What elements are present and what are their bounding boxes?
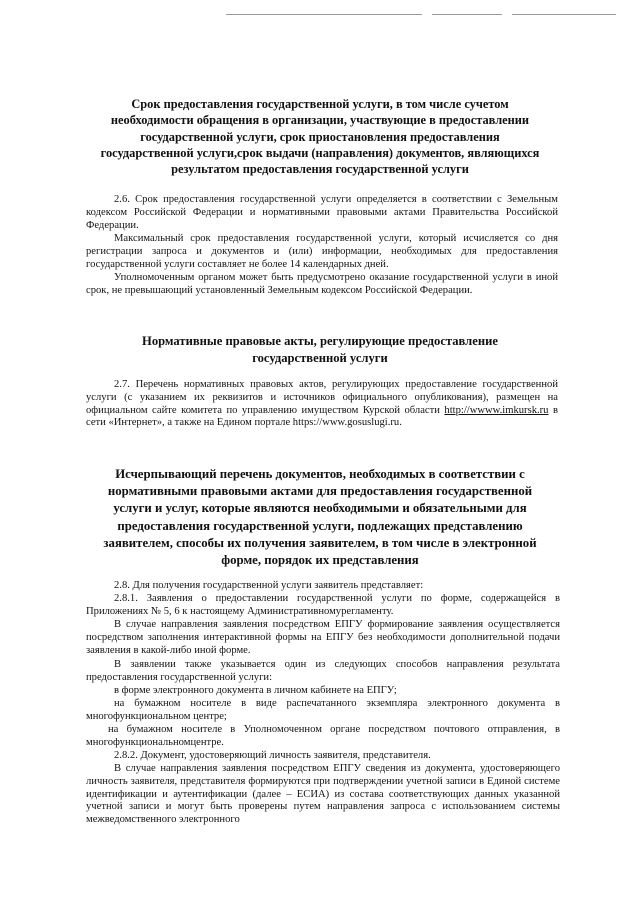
imkursk-link[interactable]: http://wwww.imkursk.ru (444, 404, 549, 416)
paragraph-result-method: В заявлении также указывается один из следующих способов направления результата предоставления государственной услуги: (86, 659, 560, 683)
paragraph-2-7 (86, 379, 558, 430)
paragraph-2-7-tail: в сети «Интернет», а также на Едином портале https://www.gosuslugi.ru. (86, 404, 558, 429)
paragraph-2-7-text: 2.7. Перечень нормативных правовых актов, регулирующих предоставление государственной услуги (с указанием их реквизитов и источников официального опубликования), размещен на официальном сайте комитета по управлению имуществом Курской области (86, 379, 558, 416)
paragraph-esia: В случае направления заявления посредством ЕПГУ сведения из документа, удостоверяющего личность заявителя, представителя формируются при подтверждении учетной записи в Единой системе идентификации и аутентификации (далее – ЕСИА) из состава соответствующих данных указанной учетной записи и могут быть проверены путем направления запроса с использованием системы межведомственного электронного (86, 763, 560, 826)
list-item-option-2: на бумажном носителе в виде распечатанного экземпляра электронного документа в многофункциональном центре; (86, 698, 560, 722)
list-item-option-1: в форме электронного документа в личном кабинете на ЕПГУ; (114, 685, 397, 696)
paragraph-2-8-2: 2.8.2. Документ, удостоверяющий личность заявителя, представителя. (114, 750, 431, 761)
paragraph-2-8-1: 2.8.1. Заявления о предоставлении государственной услуги по форме, содержащейся в Приложениях № 5, 6 к настоящему Административномурегламенту. (86, 593, 560, 617)
paragraph-max-term: Максимальный срок предоставления государственной услуги, который исчисляется со дня регистрации запроса и документов и (или) информации, необходимых для предоставления государственной услуги составляет не более 14 календарных дней. (86, 233, 558, 270)
scan-edge-line (512, 14, 616, 15)
paragraph-2-8: 2.8. Для получения государственной услуги заявитель представляет: (114, 580, 424, 591)
list-item-option-3: на бумажном носителе в Уполномоченном органе посредством почтового отправления, в многофункциональномцентре. (86, 724, 560, 748)
paragraph-epgu: В случае направления заявления посредством ЕПГУ формирование заявления осуществляется посредством заполнения интерактивной формы на ЕПГУ без необходимости дополнительной подачи заявления в какой-либо иной форме. (86, 619, 560, 656)
paragraph-2-6: 2.6. Срок предоставления государственной услуги определяется в соответствии с Земельным кодексом Российской Федерации и нормативными правовыми актами Правительства Российской Федерации. (86, 194, 558, 231)
scan-edge-line (432, 14, 502, 15)
heading-srok: Срок предоставления государственной услуги, в том числе сучетом необходимости обращения в организации, участвующие в предоставлении государственной услуги, срок приостановления предоставления государственной услуги,срок выдачи (направления) документов, являющихся результатом предоставления государственной услуги (100, 97, 540, 177)
heading-npa: Нормативные правовые акты, регулирующие предоставление государственной услуги (142, 334, 498, 365)
scan-edge-line (226, 14, 422, 15)
heading-docs: Исчерпывающий перечень документов, необходимых в соответствии с нормативными правовыми актами для предоставления государственной услуги и услуг, которые являются необходимыми и обязательными для предоставления государственной услуги, подлежащих представлению заявителем, способы их получения заявителем, в том числе в электронной форме, порядок их представления (103, 467, 537, 568)
paragraph-other-term: Уполномоченным органом может быть предусмотрено оказание государственной услуги в иной срок, не превышающий установленный Земельным кодексом Российской Федерации. (86, 272, 558, 296)
